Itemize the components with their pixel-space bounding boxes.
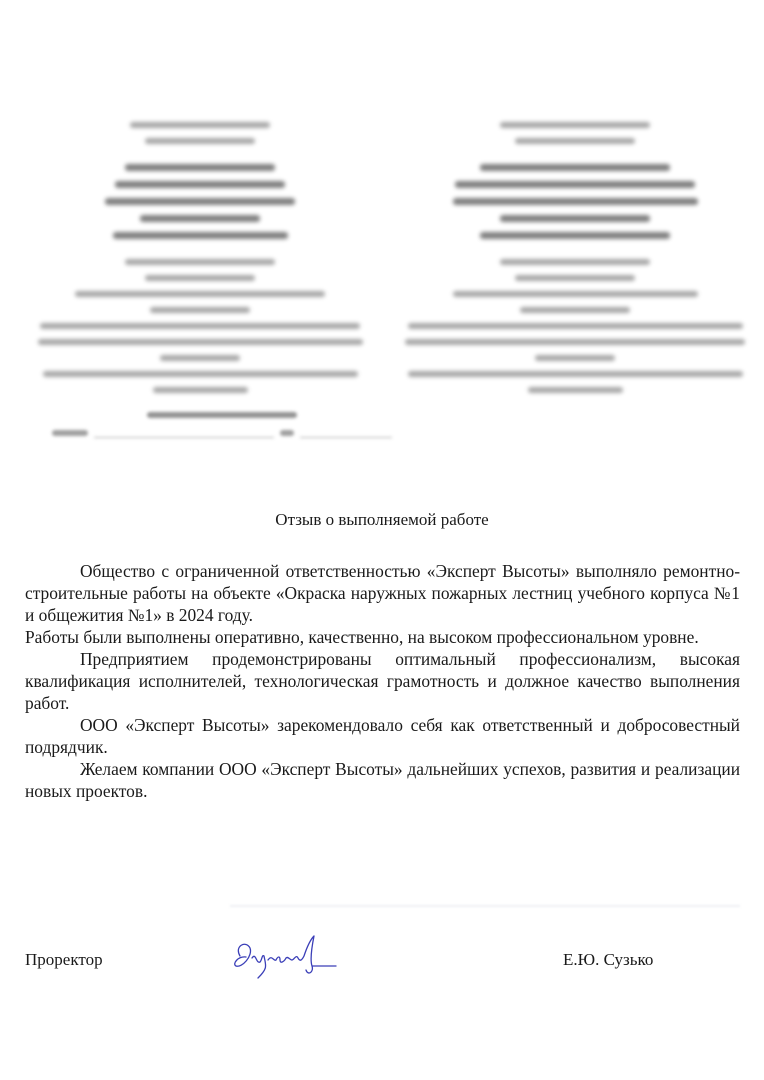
signatory-name: Е.Ю. Сузько (563, 950, 654, 969)
letter-body (25, 560, 740, 802)
letter-title: Отзыв о выполняемой работе (275, 510, 489, 529)
faint-line (230, 905, 740, 907)
header-left-blurred (30, 122, 370, 403)
signatory-position: Проректор (25, 950, 103, 969)
handwritten-signature (228, 926, 348, 986)
header-right-blurred (400, 122, 750, 403)
paragraph-3: Предприятием продемонстрированы оптимальный профессионализм, высокая квалификация исполнителей, технологическая грамотность и должное качество выполнения работ. (25, 649, 740, 713)
registration-row-blurred (52, 412, 392, 440)
paragraph-5: Желаем компании ООО «Эксперт Высоты» дальнейших успехов, развития и реализации новых проектов. (25, 759, 740, 801)
paragraph-4: ООО «Эксперт Высоты» зарекомендовало себя как ответственный и добросовестный подрядчик. (25, 715, 740, 757)
signature-row (0, 948, 764, 978)
paragraph-2: Работы были выполнены оперативно, качественно, на высоком профессиональном уровне. (25, 627, 699, 647)
paragraph-1: Общество с ограниченной ответственностью «Эксперт Высоты» выполняло ремонтно-строительные работы на объекте «Окраска наружных пожарных лестниц учебного корпуса №1 и общежития №1» в 2024 году. (25, 561, 740, 625)
